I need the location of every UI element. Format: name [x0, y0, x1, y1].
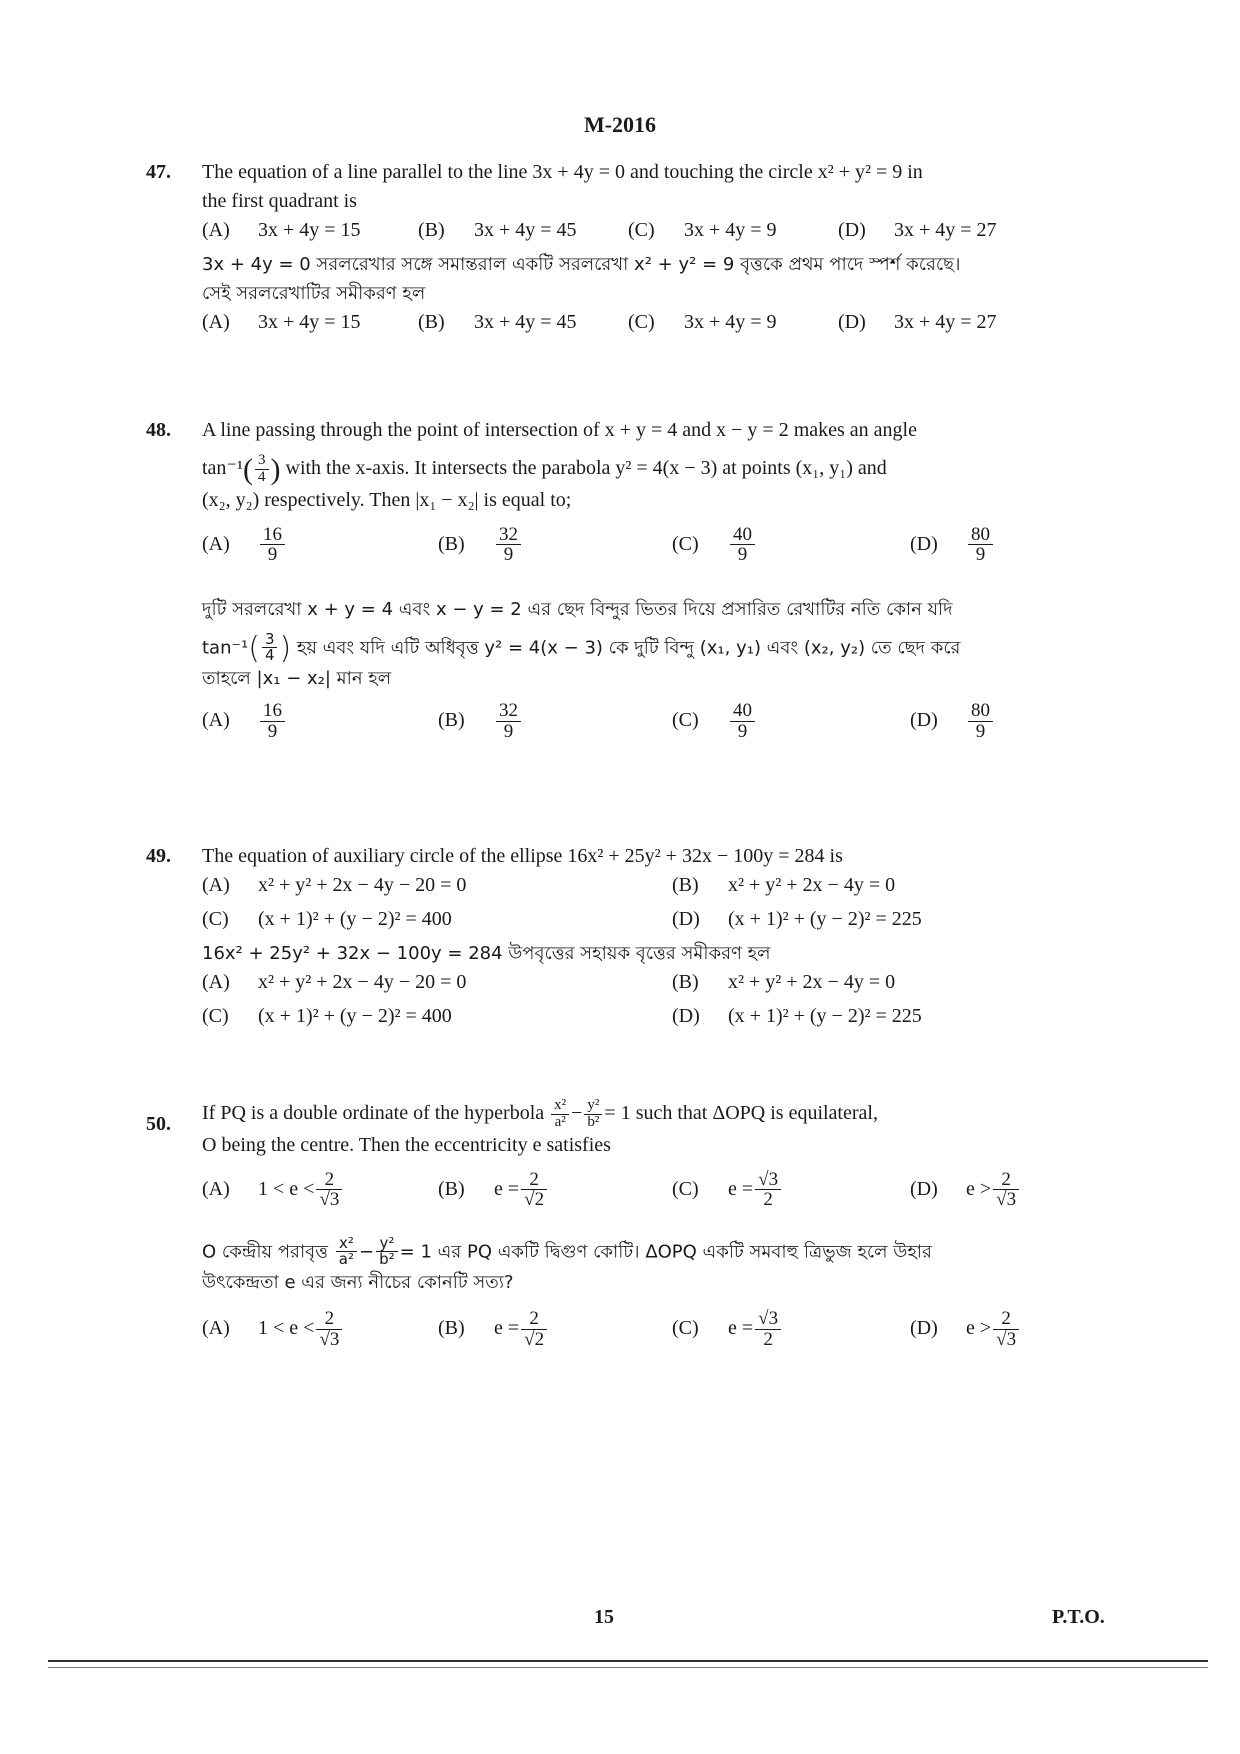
options-en — [202, 1170, 1116, 1226]
option-c[interactable] — [672, 701, 757, 742]
option-label: (B) — [438, 532, 465, 555]
option-label: (B) — [438, 1317, 465, 1340]
question-text-bn-line-1: দুটি সরলরেখা x + y = 4 এবং x − y = 2 এর ছেদ বিন্দুর ভিতর দিয়ে প্রসারিত রেখাটির নতি কোন যদি — [202, 598, 953, 620]
option-value: 3x + 4y = 15 — [258, 219, 361, 241]
option-label: (D) — [910, 1177, 938, 1200]
bottom-rule-thin — [48, 1667, 1208, 1668]
option-label: (C) — [672, 1177, 699, 1200]
option-label: (D) — [910, 1317, 938, 1340]
bottom-rule — [48, 1660, 1208, 1662]
option-label: (B) — [418, 219, 445, 241]
option-fraction: $\frac{32}{9}$ — [496, 525, 521, 566]
option-label: (A) — [202, 532, 230, 555]
option-label: (D) — [672, 908, 700, 930]
option-a[interactable] — [202, 701, 287, 742]
question-text-bn-line-2: tan⁻¹( $\frac{3}{4}$ ) হয় এবং যদি এটি অধিবৃত্ত y² = 4(x − 3) কে দুটি বিন্দু (x₁, y₁) এবং (x₂, y₂) তে ছেদ করে — [202, 629, 961, 666]
option-value: 3x + 4y = 45 — [474, 219, 577, 241]
question-text-en-line-2-rest: with the x-axis. It intersects the parabola y² = 4(x − 3) at points (x₁, y₁) and — [285, 456, 887, 479]
option-fraction: $\frac{80}{9}$ — [968, 701, 993, 742]
option-a[interactable] — [202, 308, 361, 337]
option-label: (C) — [202, 1005, 229, 1027]
option-label: (B) — [672, 971, 699, 993]
arctan: tan⁻¹ — [202, 456, 243, 479]
options-bn-row-1 — [202, 968, 1116, 1002]
option-fraction: $\frac{2}{√3}$ — [316, 1309, 342, 1350]
option-label: (A) — [202, 1317, 230, 1340]
option-value: x² + y² + 2x − 4y − 20 = 0 — [258, 874, 467, 896]
option-d[interactable] — [672, 905, 922, 934]
option-label: (B) — [418, 311, 445, 333]
option-d[interactable]: (D) e > $\frac{2}{√3}$ — [910, 1309, 1021, 1350]
question-text-en-line-2: O being the centre. Then the eccentricity e satisfies — [202, 1133, 611, 1156]
question-text-bn-line-3: তাহলে |x₁ − x₂| মান হল — [202, 668, 392, 689]
option-label: (C) — [672, 1317, 699, 1340]
option-label: (D) — [910, 532, 938, 555]
option-value: 3x + 4y = 45 — [474, 311, 577, 333]
option-value: (x + 1)² + (y − 2)² = 225 — [728, 908, 922, 930]
options-en-row-2 — [202, 905, 1116, 939]
option-d[interactable] — [910, 525, 995, 566]
options-en — [202, 216, 1116, 250]
question-text-en-line-2: tan⁻¹( $\frac{3}{4}$ ) with the x-axis. It intersects the parabola y² = 4(x − 3) at points (x₁, y₁) and — [202, 452, 887, 486]
option-fraction: $\frac{16}{9}$ — [260, 525, 285, 566]
option-fraction: $\frac{2}{√3}$ — [993, 1309, 1019, 1350]
option-label: (D) — [838, 311, 866, 333]
option-b[interactable] — [418, 216, 577, 245]
options-bn — [202, 701, 1116, 757]
angle-fraction: $\frac{3}{4}$ — [255, 453, 269, 486]
option-c[interactable]: (C) e = $\frac{√3}{2}$ — [672, 1309, 783, 1350]
option-label: (C) — [672, 709, 699, 732]
options-en-row-1 — [202, 871, 1116, 905]
option-fraction: $\frac{2}{√3}$ — [316, 1170, 342, 1211]
option-c[interactable] — [202, 905, 452, 934]
option-fraction: $\frac{2}{√3}$ — [993, 1170, 1019, 1211]
option-fraction: $\frac{16}{9}$ — [260, 701, 285, 742]
option-label: (D) — [910, 709, 938, 732]
option-value: 3x + 4y = 9 — [684, 311, 777, 333]
option-value: 3x + 4y = 9 — [684, 219, 777, 241]
options-bn-row-2 — [202, 1002, 1116, 1036]
question-47 — [148, 158, 1116, 342]
option-label: (A) — [202, 709, 230, 732]
option-d[interactable] — [672, 1002, 922, 1031]
option-b[interactable]: (B) e = $\frac{2}{√2}$ — [438, 1309, 549, 1350]
question-text-bn-line-2-rest: হয় এবং যদি এটি অধিবৃত্ত y² = 4(x − 3) কে দুটি বিন্দু (x₁, y₁) এবং (x₂, y₂) তে ছেদ করে — [296, 636, 961, 658]
option-b[interactable] — [438, 525, 523, 566]
option-a[interactable] — [202, 525, 287, 566]
option-fraction: $\frac{2}{√2}$ — [521, 1309, 547, 1350]
option-label: (C) — [628, 311, 655, 333]
question-number: 47. — [146, 161, 171, 183]
option-label: (A) — [202, 1177, 230, 1200]
option-a[interactable] — [202, 871, 466, 900]
option-c[interactable] — [202, 1002, 452, 1031]
option-d[interactable] — [910, 701, 995, 742]
hyperbola-x-term: $\frac{\text{x²}}{\text{a²}}$ — [336, 1236, 357, 1269]
option-label: (C) — [672, 532, 699, 555]
question-number: 49. — [146, 845, 171, 867]
option-value: (x + 1)² + (y − 2)² = 225 — [728, 1005, 922, 1027]
arctan: tan⁻¹ — [202, 636, 249, 658]
options-en — [202, 525, 1116, 581]
option-d[interactable]: (D) e > $\frac{2}{√3}$ — [910, 1170, 1021, 1211]
option-label: (B) — [438, 1177, 465, 1200]
option-b[interactable]: (B) e = $\frac{2}{√2}$ — [438, 1170, 549, 1211]
option-c[interactable] — [672, 525, 757, 566]
options-bn — [202, 1309, 1116, 1365]
option-value: x² + y² + 2x − 4y = 0 — [728, 874, 896, 896]
option-fraction: $\frac{2}{√2}$ — [521, 1170, 547, 1211]
hyperbola-y-term: $\frac{\text{y²}}{\text{b²}}$ — [376, 1236, 398, 1269]
option-label: (A) — [202, 874, 230, 896]
hyperbola-x-term: $\frac{\text{x²}}{\text{a²}}$ — [551, 1098, 569, 1131]
option-fraction: $\frac{80}{9}$ — [968, 525, 993, 566]
question-text-bn-line-1: O কেন্দ্রীয় পরাবৃত্ত $\frac{\text{x²}}{\text{a²}}$ − $\frac{\text{y²}}{\text{b²}}$ = 1 এর PQ একটি দ্বিগুণ কোটি। ΔOPQ একটি সমবাহু ত্রিভুজ হলে উহার — [202, 1233, 932, 1269]
option-label: (A) — [202, 311, 230, 333]
option-c[interactable] — [628, 216, 777, 245]
question-text-en-line-2: the first quadrant is — [202, 190, 357, 212]
option-a[interactable] — [202, 968, 466, 997]
option-b[interactable] — [672, 871, 895, 900]
page-number: 15 — [594, 1606, 614, 1628]
question-text-en-line-1: A line passing through the point of intersection of x + y = 4 and x − y = 2 makes an angle — [202, 419, 917, 441]
option-a[interactable]: (A) 1 < e < $\frac{2}{√3}$ — [202, 1170, 344, 1211]
option-label: (B) — [672, 874, 699, 896]
question-text-en-line-1: The equation of a line parallel to the line 3x + 4y = 0 and touching the circle x² + y² = 9 in — [202, 161, 923, 183]
question-text-bn-line-2: উৎকেন্দ্রতা e এর জন্য নীচের কোনটি সত্য? — [202, 1272, 514, 1293]
option-label: (B) — [438, 709, 465, 732]
option-d[interactable] — [838, 308, 997, 337]
question-48 — [148, 416, 1116, 757]
question-49 — [148, 842, 1116, 1036]
paper-code: M-2016 — [583, 112, 657, 137]
option-c[interactable] — [628, 308, 777, 337]
option-fraction: $\frac{√3}{2}$ — [755, 1309, 781, 1350]
question-text-en-line-3: (x₂, y₂) respectively. Then |x₁ − x₂| is equal to; — [202, 488, 572, 511]
option-label: (A) — [202, 971, 230, 993]
option-a[interactable]: (A) 1 < e < $\frac{2}{√3}$ — [202, 1309, 344, 1350]
question-text-bn-line-2: সেই সরলরেখাটির সমীকরণ হল — [202, 283, 426, 304]
question-text-bn: 16x² + 25y² + 32x − 100y = 284 উপবৃত্তের সহায়ক বৃত্তের সমীকরণ হল — [202, 943, 771, 964]
option-value: (x + 1)² + (y − 2)² = 400 — [258, 1005, 452, 1027]
option-label: (C) — [628, 219, 655, 241]
option-a[interactable] — [202, 216, 361, 245]
question-text-bn-line-1: 3x + 4y = 0 সরলরেখার সঙ্গে সমান্তরাল একটি সরলরেখা x² + y² = 9 বৃত্তকে প্রথম পাদে স্পর্শ করেছে। — [202, 254, 961, 275]
option-fraction: $\frac{√3}{2}$ — [755, 1170, 781, 1211]
options-bn — [202, 308, 1116, 342]
question-text-en-line-1: If PQ is a double ordinate of the hyperbola $\frac{\text{x²}}{\text{a²}}$ − $\frac{\text{y²}}{\text{b²}}$ = 1 such that ΔOPQ is equilateral, — [202, 1097, 878, 1130]
option-label: (C) — [202, 908, 229, 930]
option-value: (x + 1)² + (y − 2)² = 400 — [258, 908, 452, 930]
option-fraction: $\frac{32}{9}$ — [496, 701, 521, 742]
question-number: 48. — [146, 419, 171, 441]
option-value: x² + y² + 2x − 4y − 20 = 0 — [258, 971, 467, 993]
question-text-en: The equation of auxiliary circle of the ellipse 16x² + 25y² + 32x − 100y = 284 is — [202, 845, 843, 867]
option-value: 3x + 4y = 27 — [894, 311, 997, 333]
option-value: 3x + 4y = 15 — [258, 311, 361, 333]
option-label: (A) — [202, 219, 230, 241]
option-value: x² + y² + 2x − 4y = 0 — [728, 971, 896, 993]
option-d[interactable] — [838, 216, 997, 245]
option-b[interactable] — [672, 968, 895, 997]
option-fraction: $\frac{40}{9}$ — [730, 525, 755, 566]
option-c[interactable]: (C) e = $\frac{√3}{2}$ — [672, 1170, 783, 1211]
question-50 — [148, 1098, 1116, 1365]
option-label: (D) — [672, 1005, 700, 1027]
option-fraction: $\frac{40}{9}$ — [730, 701, 755, 742]
option-b[interactable] — [418, 308, 577, 337]
angle-fraction: $\frac{3}{4}$ — [262, 632, 278, 665]
option-value: 3x + 4y = 27 — [894, 219, 997, 241]
pto-label: P.T.O. — [1052, 1606, 1105, 1628]
option-label: (D) — [838, 219, 866, 241]
question-number: 50. — [146, 1113, 171, 1135]
hyperbola-y-term: $\frac{\text{y²}}{\text{b²}}$ — [584, 1098, 602, 1131]
option-b[interactable] — [438, 701, 523, 742]
